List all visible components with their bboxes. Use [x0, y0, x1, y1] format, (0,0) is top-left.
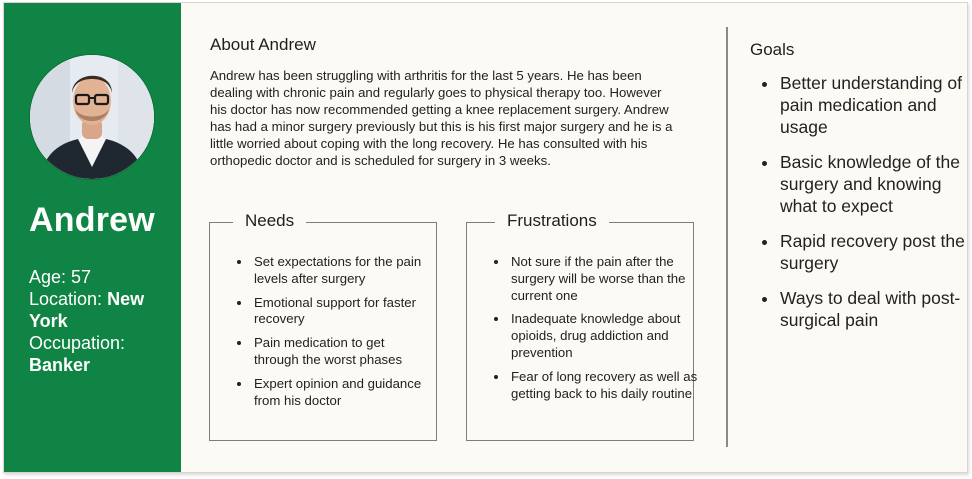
persona-details — [29, 266, 179, 376]
needs-box — [209, 211, 437, 441]
goals-list — [761, 72, 972, 344]
location-row — [29, 288, 179, 332]
list-item: • Rapid recovery post the surgery — [779, 230, 972, 274]
list-item: • Set expectations for the pain levels after surgery — [252, 254, 432, 288]
frustrations-title: Frustrations — [495, 211, 609, 231]
about-title: About Andrew — [210, 35, 316, 54]
list-item: • Ways to deal with post-surgical pain — [779, 287, 972, 331]
divider — [726, 27, 728, 447]
age-label: Age: — [29, 267, 67, 287]
age-row — [29, 266, 179, 288]
persona-card — [3, 2, 968, 473]
occupation-value: Banker — [29, 355, 91, 375]
list-item: • Not sure if the pain after the surgery will be worse than the current one — [509, 254, 701, 304]
list-item: • Better understanding of pain medication and usage — [779, 72, 972, 138]
list-item: • Basic knowledge of the surgery and knowing what to expect — [779, 151, 972, 217]
list-item: • Inadequate knowledge about opioids, drug addiction and prevention — [509, 311, 701, 361]
needs-title: Needs — [233, 211, 306, 231]
occupation-label: Occupation: — [29, 333, 126, 353]
goals-title: Goals — [750, 40, 795, 59]
list-item: • Emotional support for faster recovery — [252, 295, 432, 329]
location-value: New York — [29, 289, 145, 331]
age-value: 57 — [71, 267, 92, 287]
list-item: • Fear of long recovery as well as getting back to his daily routine — [509, 369, 701, 403]
avatar-photo — [30, 55, 154, 179]
avatar — [29, 54, 155, 180]
location-label: Location: — [29, 289, 103, 309]
persona-sidebar — [4, 3, 181, 472]
frustrations-list — [491, 254, 701, 409]
list-item: • Expert opinion and guidance from his doctor — [252, 376, 432, 410]
needs-list — [234, 254, 432, 416]
frustrations-box — [466, 211, 698, 441]
about-text: Andrew has been struggling with arthritis for the last 5 years. He has been dealing with chronic pain and regularly goes to physical therapy too. However his doctor has now recommended getting a knee replacement surgery. Andrew has had a minor surgery previously but this is his first major surgery and he is a little worried about coping with the long recovery. He has consulted with his orthopedic doctor and is scheduled for surgery in 3 weeks. — [210, 68, 673, 168]
persona-name: Andrew — [29, 201, 155, 239]
list-item: • Pain medication to get through the worst phases — [252, 335, 432, 369]
